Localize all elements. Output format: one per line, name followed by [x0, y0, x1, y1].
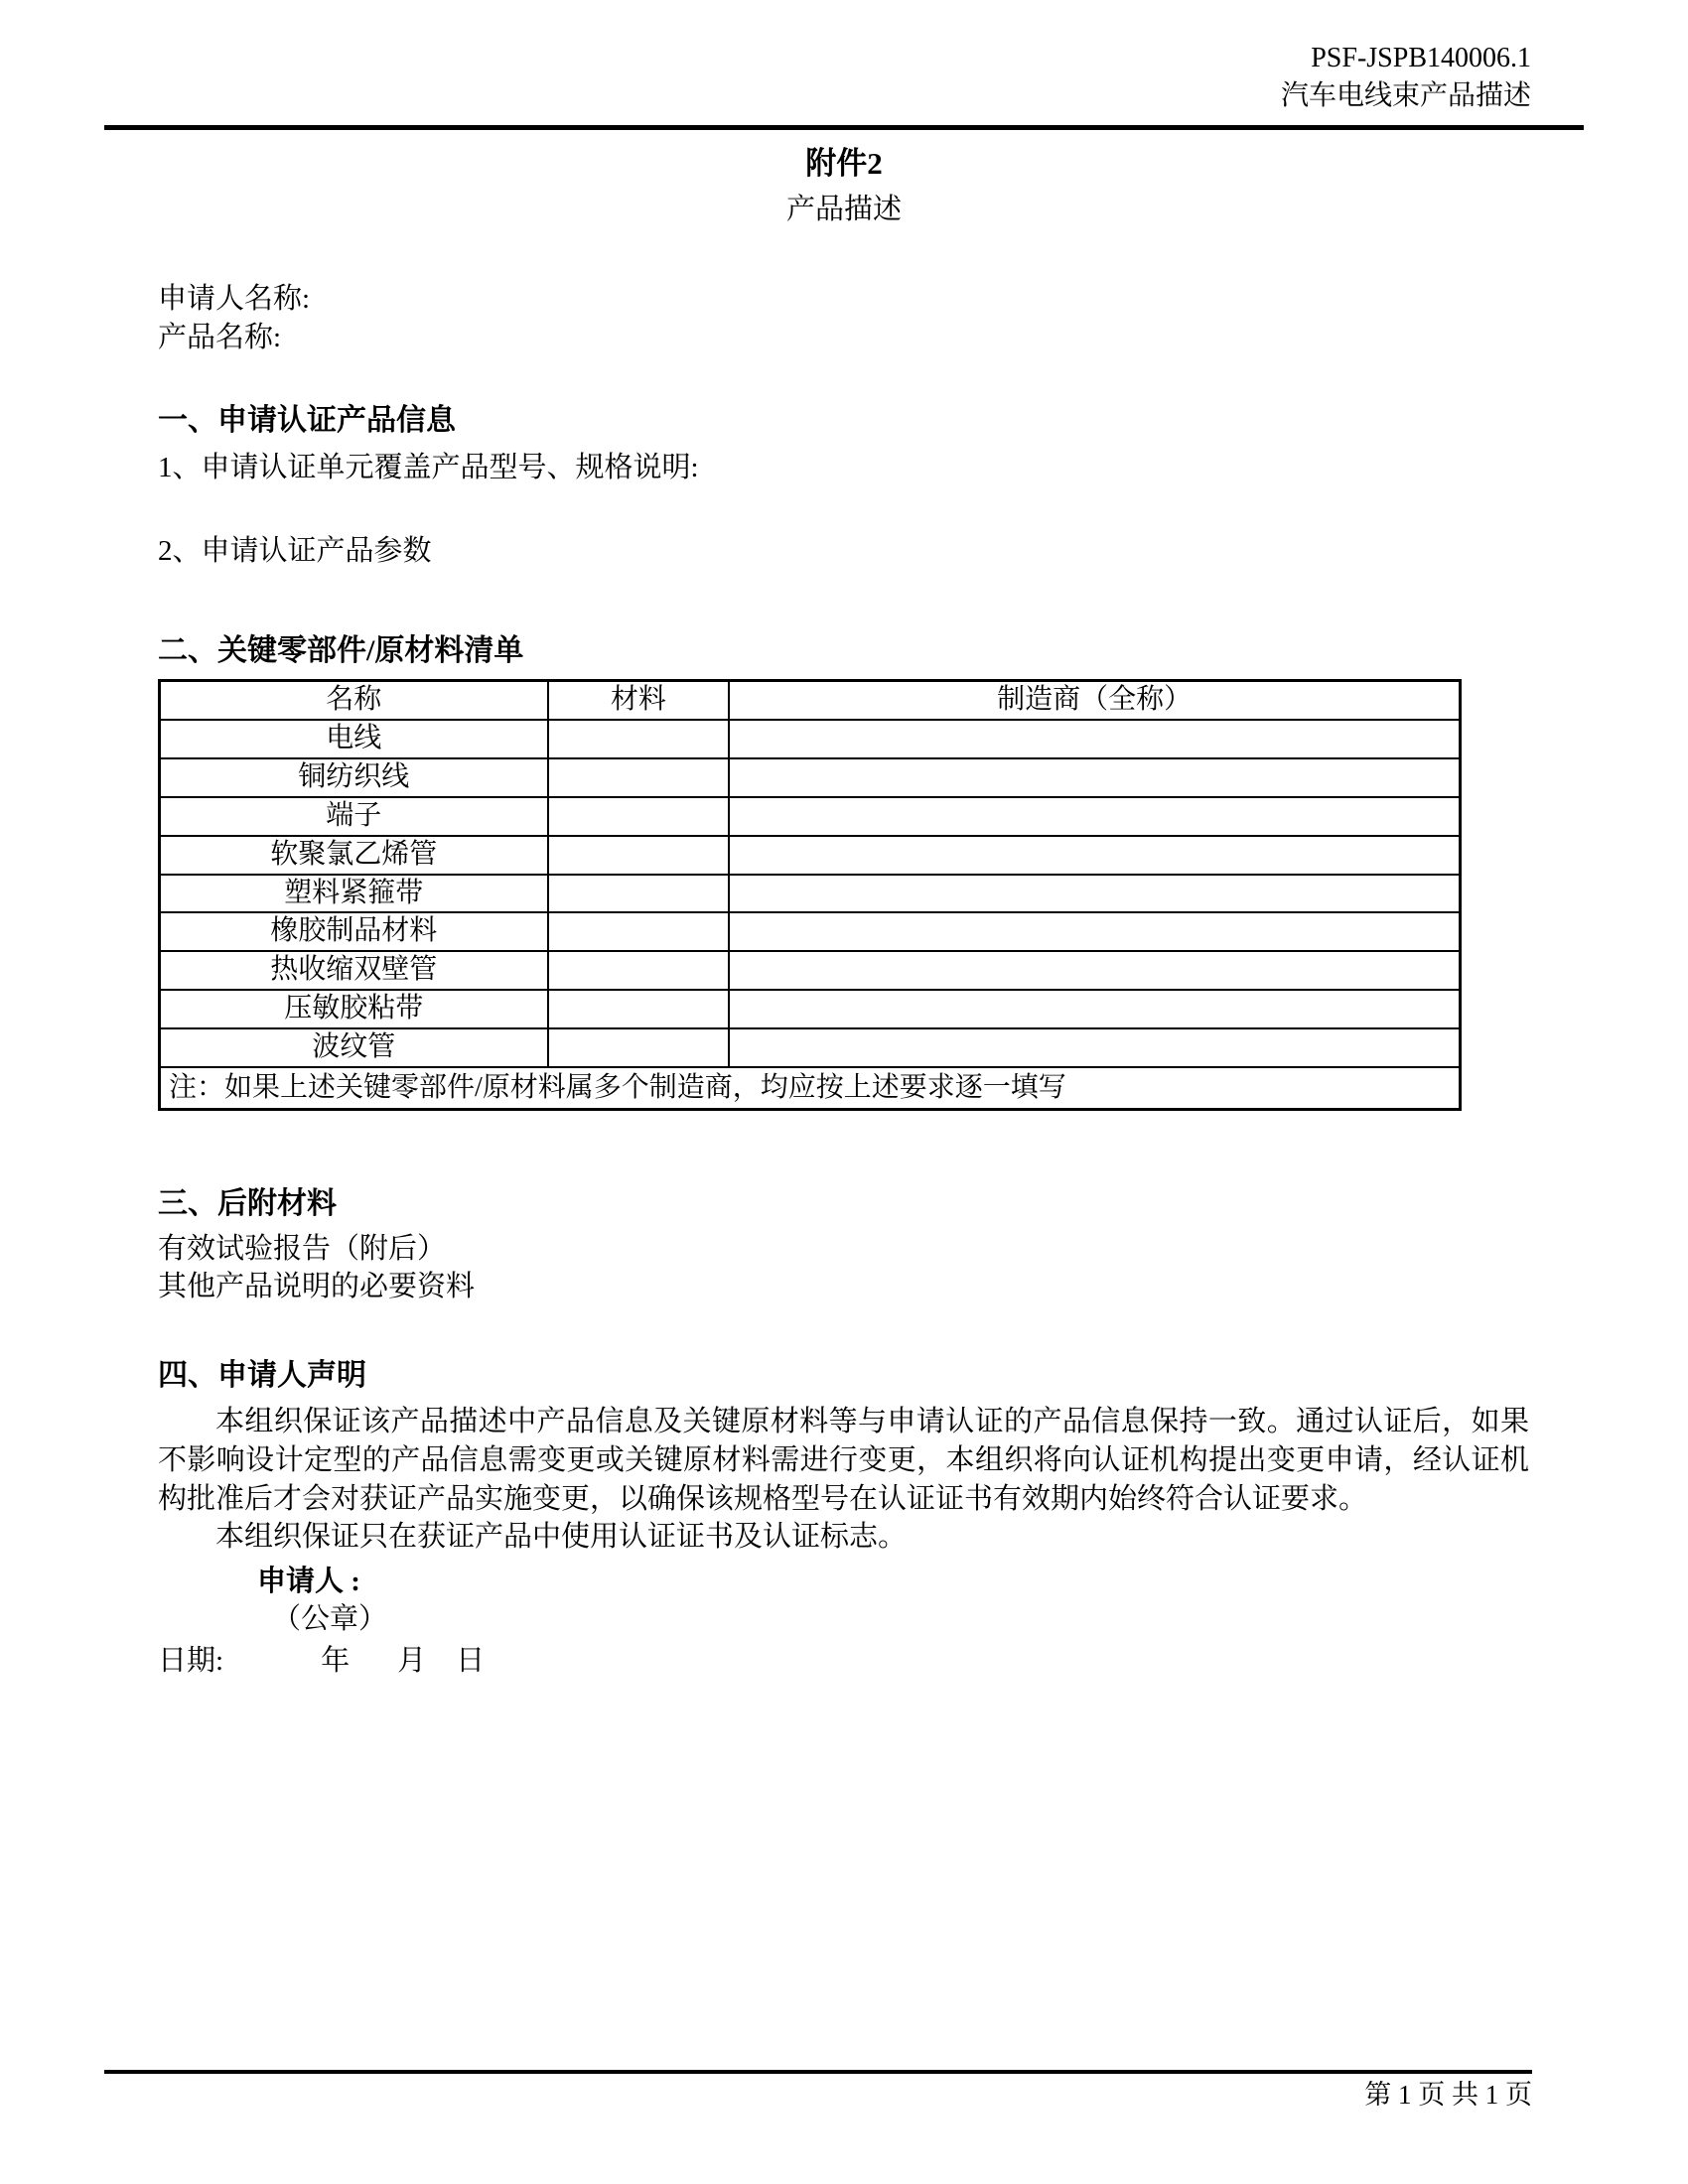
- material-cell: [548, 797, 730, 836]
- section-1-heading: 一、申请认证产品信息: [158, 404, 456, 438]
- table-row: [160, 1028, 1461, 1067]
- material-cell: [548, 912, 730, 951]
- table-note-row: [160, 1067, 1461, 1109]
- table-row: [160, 836, 1461, 875]
- declaration-paragraph-2: 本组织保证只在获证产品中使用认证证书及认证标志。: [215, 1521, 908, 1554]
- part-name-cell: 软聚氯乙烯管: [160, 836, 548, 875]
- applicant-name-label: 申请人名称:: [158, 282, 311, 315]
- material-cell: [548, 1028, 730, 1067]
- table-row: [160, 951, 1461, 990]
- official-seal-label: （公章）: [272, 1602, 388, 1635]
- material-cell: [548, 875, 730, 913]
- manufacturer-cell: [729, 912, 1460, 951]
- table-row: [160, 797, 1461, 836]
- page-number: 第 1 页 共 1 页: [1364, 2080, 1532, 2110]
- section-3-heading: 三、后附材料: [158, 1186, 337, 1220]
- header-rule: [104, 125, 1584, 130]
- manufacturer-cell: [729, 990, 1460, 1028]
- document-footer: [104, 2070, 1532, 2114]
- material-cell: [548, 758, 730, 797]
- section-3: [158, 1184, 1529, 1306]
- part-name-cell: 热收缩双壁管: [160, 951, 548, 990]
- table-header-row: [160, 680, 1461, 719]
- header-cell-name: 名称: [160, 680, 548, 719]
- header-cell-manufacturer: 制造商（全称）: [729, 680, 1460, 719]
- date-day-label: 日: [456, 1645, 486, 1678]
- table-row: [160, 912, 1461, 951]
- section-1-item-2: 2、申请认证产品参数: [158, 534, 432, 567]
- part-name-cell: 电线: [160, 720, 548, 758]
- date-label: 日期:: [158, 1645, 224, 1678]
- date-month-label: 月: [397, 1645, 427, 1678]
- document-header: [0, 0, 1688, 115]
- doc-number: PSF-JSPB140006.1: [1311, 43, 1531, 73]
- part-name-cell: 铜纺织线: [160, 758, 548, 797]
- applicant-signature-label: 申请人 :: [257, 1565, 360, 1597]
- applicant-fields: [158, 280, 1529, 357]
- key-parts-table: [158, 679, 1462, 1111]
- table-row: [160, 758, 1461, 797]
- manufacturer-cell: [729, 951, 1460, 990]
- table-row: [160, 720, 1461, 758]
- section-2: [158, 631, 1529, 1111]
- section-3-line-1: 有效试验报告（附后）: [158, 1232, 447, 1265]
- product-name-label: 产品名称:: [158, 321, 282, 353]
- section-4: [158, 1356, 1529, 1681]
- material-cell: [548, 720, 730, 758]
- date-line: [158, 1642, 1529, 1680]
- part-name-cell: 压敏胶粘带: [160, 990, 548, 1028]
- manufacturer-cell: [729, 1028, 1460, 1067]
- section-3-line-2: 其他产品说明的必要资料: [158, 1271, 476, 1303]
- declaration-paragraph-1: 本组织保证该产品描述中产品信息及关键原材料等与申请认证的产品信息保持一致。通过认证后，如果不影响设计定型的产品信息需变更或关键原材料需进行变更，本组织将向认证机构提出变更申请，经认证机构批准后才会对获证产品实施变更，以确保该规格型号在认证证书有效期内始终符合认证要求。: [158, 1406, 1529, 1515]
- table-row: [160, 875, 1461, 913]
- date-year-label: 年: [321, 1645, 351, 1678]
- header-cell-material: 材料: [548, 680, 730, 719]
- section-1-item-1: 1、申请认证单元覆盖产品型号、规格说明:: [158, 451, 699, 483]
- material-cell: [548, 951, 730, 990]
- section-2-heading: 二、关键零部件/原材料清单: [158, 634, 524, 668]
- table-row: [160, 990, 1461, 1028]
- manufacturer-cell: [729, 836, 1460, 875]
- manufacturer-cell: [729, 758, 1460, 797]
- attachment-title: 附件2: [805, 145, 883, 181]
- material-cell: [548, 990, 730, 1028]
- doc-header-title: 汽车电线束产品描述: [1280, 79, 1531, 111]
- section-1: [158, 401, 1529, 570]
- manufacturer-cell: [729, 720, 1460, 758]
- part-name-cell: 波纹管: [160, 1028, 548, 1067]
- manufacturer-cell: [729, 797, 1460, 836]
- material-cell: [548, 836, 730, 875]
- document-body: [158, 280, 1529, 1681]
- part-name-cell: 塑料紧箍带: [160, 875, 548, 913]
- part-name-cell: 橡胶制品材料: [160, 912, 548, 951]
- page-title: 产品描述: [785, 193, 902, 225]
- section-4-heading: 四、申请人声明: [158, 1358, 366, 1392]
- title-block: [0, 144, 1688, 228]
- manufacturer-cell: [729, 875, 1460, 913]
- part-name-cell: 端子: [160, 797, 548, 836]
- table-note: 注：如果上述关键零部件/原材料属多个制造商，均应按上述要求逐一填写: [160, 1067, 1461, 1109]
